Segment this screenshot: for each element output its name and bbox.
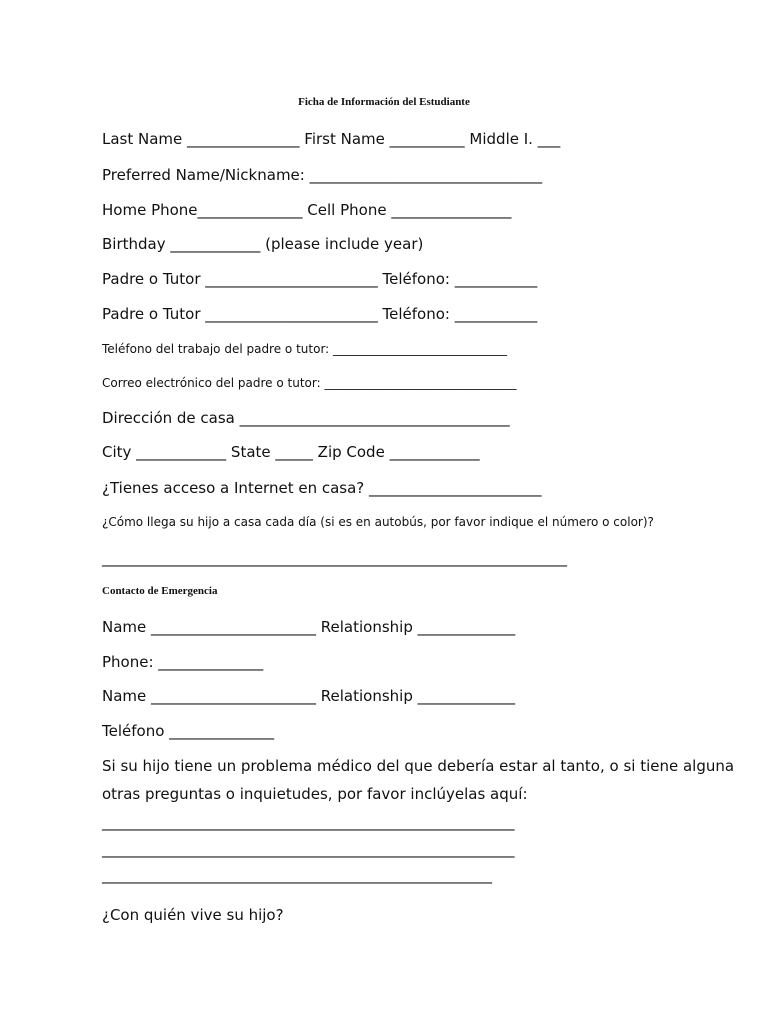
- emergency-name-line-2: Name ______________________ Relationship _____________: [102, 687, 516, 705]
- emergency-contact-heading: Contacto de Emergencia: [102, 585, 218, 597]
- medical-answer-line-2: _______________________________________________________: [102, 840, 515, 858]
- emergency-phone-line: Phone: ______________: [102, 653, 264, 671]
- medical-answer-line-1: _______________________________________________________: [102, 813, 515, 831]
- parent-work-phone-line: Teléfono del trabajo del padre o tutor: _____________________________: [102, 342, 508, 356]
- transport-question-line: ¿Cómo llega su hijo a casa cada día (si es en autobús, por favor indique el número o color)?: [102, 515, 654, 529]
- medical-question-line-1: Si su hijo tiene un problema médico del que debería estar al tanto, o si tiene alguna: [102, 757, 735, 775]
- emergency-name-line-1: Name ______________________ Relationship _____________: [102, 618, 516, 636]
- parent-guardian-line-1: Padre o Tutor _______________________ Teléfono: ___________: [102, 270, 538, 288]
- city-state-zip-line: City ____________ State _____ Zip Code ____________: [102, 443, 480, 461]
- birthday-line: Birthday ____________ (please include year): [102, 235, 424, 253]
- medical-answer-line-3: ____________________________________________________: [102, 866, 492, 884]
- parent-guardian-line-2: Padre o Tutor _______________________ Teléfono: ___________: [102, 305, 538, 323]
- form-title: Ficha de Información del Estudiante: [298, 96, 470, 108]
- preferred-name-line: Preferred Name/Nickname: _______________________________: [102, 166, 543, 184]
- transport-answer-line: ______________________________________________________________: [102, 549, 567, 567]
- lives-with-question: ¿Con quién vive su hijo?: [102, 906, 284, 924]
- emergency-telefono-line: Teléfono ______________: [102, 722, 275, 740]
- medical-question-line-2: otras preguntas o inquietudes, por favor inclúyelas aquí:: [102, 785, 528, 803]
- phone-line: Home Phone______________ Cell Phone ________________: [102, 201, 512, 219]
- home-address-line: Dirección de casa ____________________________________: [102, 409, 510, 427]
- internet-access-line: ¿Tienes acceso a Internet en casa? _______________________: [102, 479, 542, 497]
- parent-email-line: Correo electrónico del padre o tutor: ________________________________: [102, 376, 517, 390]
- last-first-middle-line: Last Name _______________ First Name __________ Middle I. ___: [102, 130, 561, 148]
